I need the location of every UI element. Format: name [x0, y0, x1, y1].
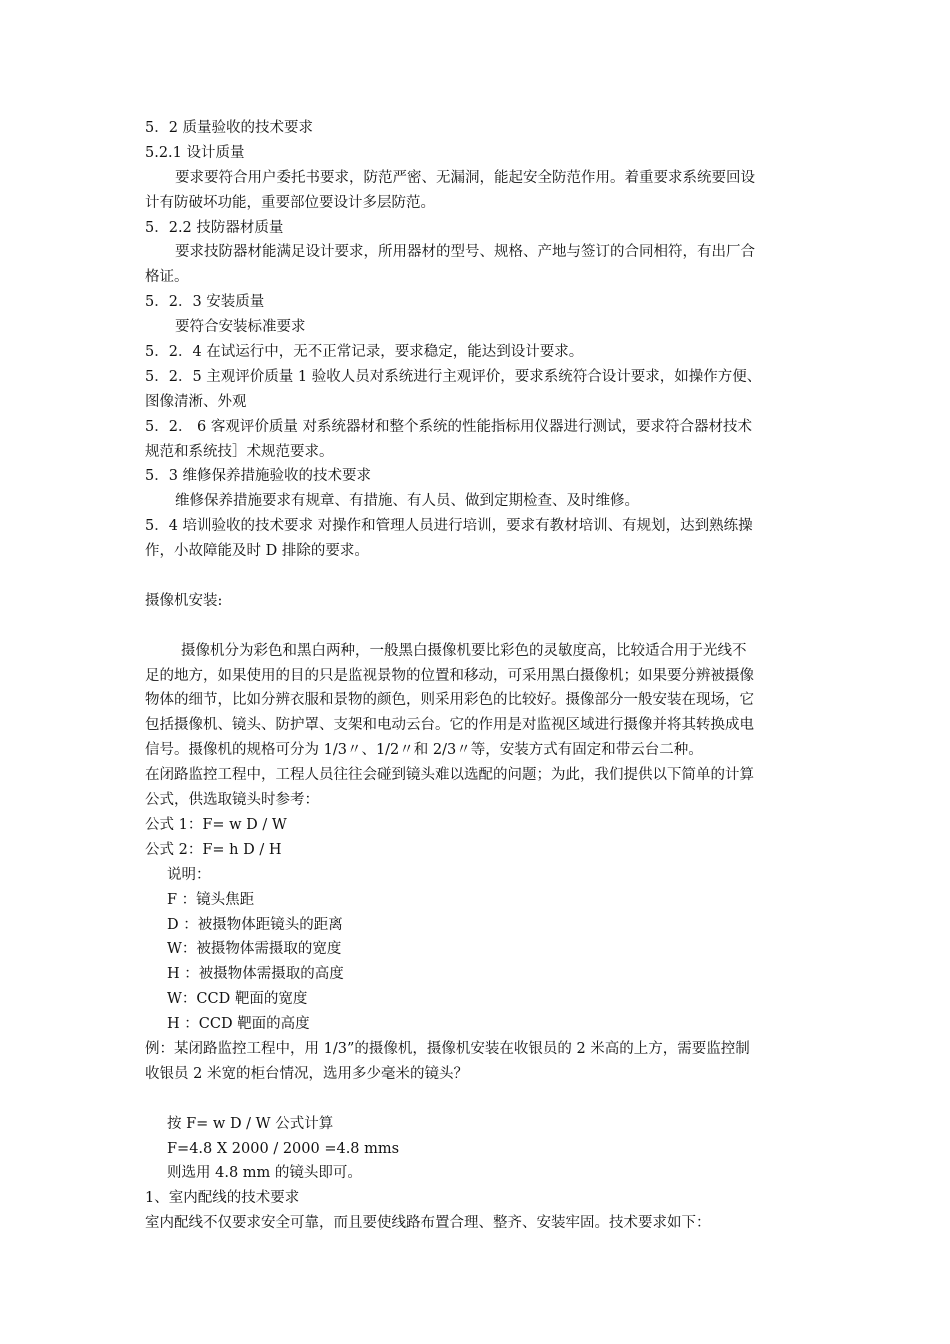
calculation-result: 则选用 4.8 mm 的镜头即可。 [167, 1165, 362, 1182]
definition-H: H ：CCD 靶面的高度 [167, 1016, 310, 1033]
paragraph-line: 收银员 2 米宽的柜台情况，选用多少毫米的镜头？ [145, 1065, 468, 1082]
wiring-heading: 1、室内配线的技术要求 [145, 1190, 300, 1207]
paragraph-line: 足的地方，如果使用的目的只是监视景物的位置和移动，可采用黑白摄像机；如果要分辨被摄像 [145, 667, 754, 684]
paragraph-line: 作，小故障能及时 D 排除的要求。 [145, 543, 369, 560]
explanation-label: 说明： [167, 866, 211, 883]
paragraph-line: 图像清淅、外观 [145, 393, 247, 410]
section-5-2-6 [145, 415, 810, 465]
paragraph-line: 5．2． 6 客观评价质量 对系统器材和整个系统的性能指标用仪器进行测试，要求符合器材技术 [145, 418, 752, 435]
paragraph-wiring: 室内配线不仅要求安全可靠，而且要使线路布置合理、整齐、安装牢固。技术要求如下： [145, 1215, 711, 1232]
section-heading-5-2: 5．2 质量验收的技术要求 [145, 120, 314, 136]
section-5-2-5 [145, 365, 810, 415]
formula-2: 公式 2：F= h D / H [145, 841, 282, 858]
formula-1: 公式 1：F= w D / W [145, 816, 287, 833]
paragraph-line: 要求技防器材能满足设计要求，所用器材的型号、规格、产地与签订的合同相符，有出厂合 [175, 244, 755, 261]
blank-line [145, 614, 810, 639]
paragraph-line: 计有防破坏功能，重要部位要设计多层防范。 [145, 194, 435, 211]
paragraph-line: 摄像机分为彩色和黑白两种，一般黑白摄像机要比彩色的灵敏度高，比较适合用于光线不 [181, 642, 747, 659]
definition-D: D ：被摄物体距镜头的距离 [167, 916, 343, 933]
paragraph-line: 规范和系统技］术规范要求。 [145, 443, 334, 460]
paragraph-line: 物体的细节，比如分辨衣服和景物的颜色，则采用彩色的比较好。摄像部分一般安装在现场，它 [145, 692, 754, 709]
camera-install-heading: 摄像机安装: [145, 592, 223, 609]
calculation-step-1: 按 F= w D / W 公式计算 [167, 1115, 334, 1132]
definition-w: W：被摄物体需摄取的宽度 [167, 941, 342, 958]
section-heading-5-2-2: 5．2.2 技防器材质量 [145, 219, 284, 236]
calculation-step-2: F=4.8 X 2000 / 2000 =4.8 mms [167, 1140, 400, 1157]
paragraph-line: 信号。摄像机的规格可分为 1/3〃、1/2〃和 2/3〃等，安装方式有固定和带云台二种。 [145, 742, 703, 759]
section-5-4 [145, 514, 810, 564]
paragraph-line: 5．2．5 主观评价质量 1 验收人员对系统进行主观评价，要求系统符合设计要求，如操作方便、 [145, 368, 762, 385]
paragraph-lens-selection [145, 763, 810, 813]
definition-h: H ：被摄物体需摄取的高度 [167, 966, 344, 983]
paragraph-maintenance: 维修保养措施要求有规章、有措施、有人员、做到定期检查、及时维修。 [175, 493, 639, 510]
paragraph-line: 要求要符合用户委托书要求，防范严密、无漏洞，能起安全防范作用。着重要求系统要回设 [175, 169, 755, 186]
definition-W: W：CCD 靶面的宽度 [167, 991, 308, 1008]
paragraph-line: 5．4 培训验收的技术要求 对操作和管理人员进行培训，要求有教材培训、有规划，达到熟练操 [145, 518, 753, 535]
paragraph-line: 在闭路监控工程中，工程人员往往会碰到镜头难以选配的问题；为此，我们提供以下简单的计算 [145, 767, 754, 784]
blank-line [145, 1087, 810, 1112]
section-5-2-4: 5．2．4 在试运行中，无不正常记录，要求稳定，能达到设计要求。 [145, 344, 584, 361]
paragraph-line: 例：某闭路监控工程中，用 1/3”的摄像机，摄像机安装在收银员的 2 米高的上方，需要监控制 [145, 1040, 750, 1057]
paragraph-example [145, 1037, 810, 1087]
paragraph-line: 公式，供选取镜头时参考： [145, 792, 319, 809]
section-heading-5-2-1: 5.2.1 设计质量 [145, 144, 245, 161]
section-heading-5-3: 5．3 维修保养措施验收的技术要求 [145, 468, 372, 485]
paragraph-equipment-quality [145, 240, 810, 290]
definition-F: F ：镜头焦距 [167, 891, 255, 908]
section-heading-5-2-3: 5．2．3 安装质量 [145, 294, 265, 311]
blank-line [145, 564, 810, 589]
paragraph-install-quality: 要符合安装标准要求 [175, 319, 306, 336]
paragraph-line: 包括摄像机、镜头、防护罩、支架和电动云台。它的作用是对监视区域进行摄像并将其转换成电 [145, 717, 754, 734]
paragraph-line: 格证。 [145, 269, 189, 286]
document-body [145, 116, 810, 1236]
paragraph-design-quality [145, 166, 810, 216]
paragraph-camera-types [145, 639, 810, 763]
